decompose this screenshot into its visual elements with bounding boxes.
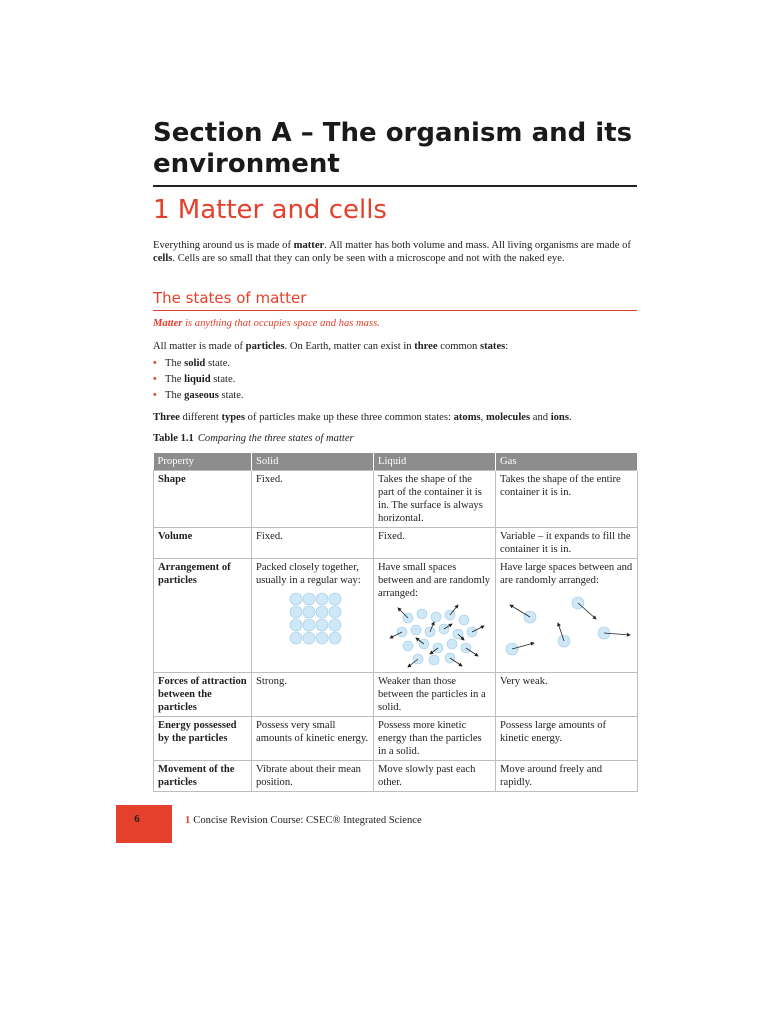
table-cell: Move around freely and rapidly.	[496, 761, 638, 792]
particles-paragraph: All matter is made of particles. On Earth, matter can exist in three common states:	[153, 341, 509, 352]
running-footer: 1 Concise Revision Course: CSEC® Integrated Science	[185, 815, 422, 826]
term-matter: matter	[293, 240, 325, 251]
table-row	[154, 673, 638, 717]
table-row	[154, 717, 638, 761]
table-cell: Fixed.	[252, 471, 374, 528]
particle	[290, 606, 302, 618]
states-heading-rule	[153, 310, 637, 311]
column-header: Solid	[252, 453, 374, 471]
table-cell: Very weak.	[496, 673, 638, 717]
particle	[290, 593, 302, 605]
particle	[459, 615, 469, 625]
column-header: Property	[154, 453, 252, 471]
table-cell: Shape	[154, 471, 252, 528]
states-comparison-table	[153, 453, 638, 792]
table-cell	[374, 559, 496, 673]
gas-particles-diagram	[500, 591, 634, 657]
table-cell: Fixed.	[374, 528, 496, 559]
table-header-row	[154, 453, 638, 471]
particle	[417, 609, 427, 619]
particle	[403, 641, 413, 651]
table-cell: Strong.	[252, 673, 374, 717]
column-header: Liquid	[374, 453, 496, 471]
table-row	[154, 761, 638, 792]
particle	[329, 606, 341, 618]
table-cell: Variable – it expands to fill the container it is in.	[496, 528, 638, 559]
page-number: 6	[134, 813, 140, 825]
cell-text: Have small spaces between and are randomly arranged:	[378, 562, 491, 599]
table-row	[154, 559, 638, 673]
particle	[303, 619, 315, 631]
states-list	[153, 356, 244, 404]
table-caption: Table 1.1 Comparing the three states of matter	[153, 433, 354, 444]
table-cell: Energy possessed by the particles	[154, 717, 252, 761]
particle	[290, 619, 302, 631]
table-cell: Weaker than those between the particles in a solid.	[374, 673, 496, 717]
list-item: • The solid state.	[153, 358, 231, 369]
particle	[316, 619, 328, 631]
table-cell: Forces of attraction between the particles	[154, 673, 252, 717]
particle	[329, 632, 341, 644]
intro-paragraph: Everything around us is made of matter. All matter has both volume and mass. All living organisms are made of cells. Cells are so small that they can only be seen with a microscope and not with the naked eye.	[153, 240, 631, 264]
table-cell: Volume	[154, 528, 252, 559]
particle	[316, 593, 328, 605]
cell-text: Have large spaces between and are randomly arranged:	[500, 562, 633, 586]
particle	[303, 606, 315, 618]
liquid-particles-diagram	[378, 604, 490, 670]
states-heading: The states of matter	[153, 289, 307, 307]
particle	[447, 639, 457, 649]
table-cell: Takes the shape of the entire container it is in.	[496, 471, 638, 528]
motion-arrow	[510, 605, 530, 617]
table-cell: Movement of the particles	[154, 761, 252, 792]
table-row	[154, 471, 638, 528]
particle	[431, 612, 441, 622]
table-cell: Move slowly past each other.	[374, 761, 496, 792]
table-cell: Arrangement of particles	[154, 559, 252, 673]
particle	[303, 593, 315, 605]
table-cell: Takes the shape of the part of the container it is in. The surface is always horizontal.	[374, 471, 496, 528]
solid-particles-diagram	[256, 591, 368, 655]
table-cell: Possess large amounts of kinetic energy.	[496, 717, 638, 761]
table-cell: Possess more kinetic energy than the particles in a solid.	[374, 717, 496, 761]
particle	[429, 655, 439, 665]
list-item: • The liquid state.	[153, 374, 236, 385]
table-cell: Possess very small amounts of kinetic energy.	[252, 717, 374, 761]
particle	[411, 625, 421, 635]
term-cells: cells	[153, 253, 173, 264]
matter-definition: Matter is anything that occupies space and has mass.	[153, 318, 380, 329]
column-header: Gas	[496, 453, 638, 471]
table-cell	[252, 559, 374, 673]
particle	[316, 606, 328, 618]
section-divider	[153, 185, 637, 187]
section-title: Section A – The organism and its environment	[153, 118, 633, 179]
particle	[290, 632, 302, 644]
motion-arrow	[578, 603, 596, 619]
particle	[329, 593, 341, 605]
table-row	[154, 528, 638, 559]
particle-types-paragraph: Three different types of particles make up these three common states: atoms, molecules and ions.	[153, 412, 572, 423]
particle	[329, 619, 341, 631]
particle	[303, 632, 315, 644]
table-cell: Fixed.	[252, 528, 374, 559]
chapter-title: 1 Matter and cells	[153, 195, 387, 225]
particle	[316, 632, 328, 644]
list-item: • The gaseous state.	[153, 390, 244, 401]
table-cell: Vibrate about their mean position.	[252, 761, 374, 792]
table-cell	[496, 559, 638, 673]
cell-text: Packed closely together, usually in a regular way:	[256, 562, 361, 586]
